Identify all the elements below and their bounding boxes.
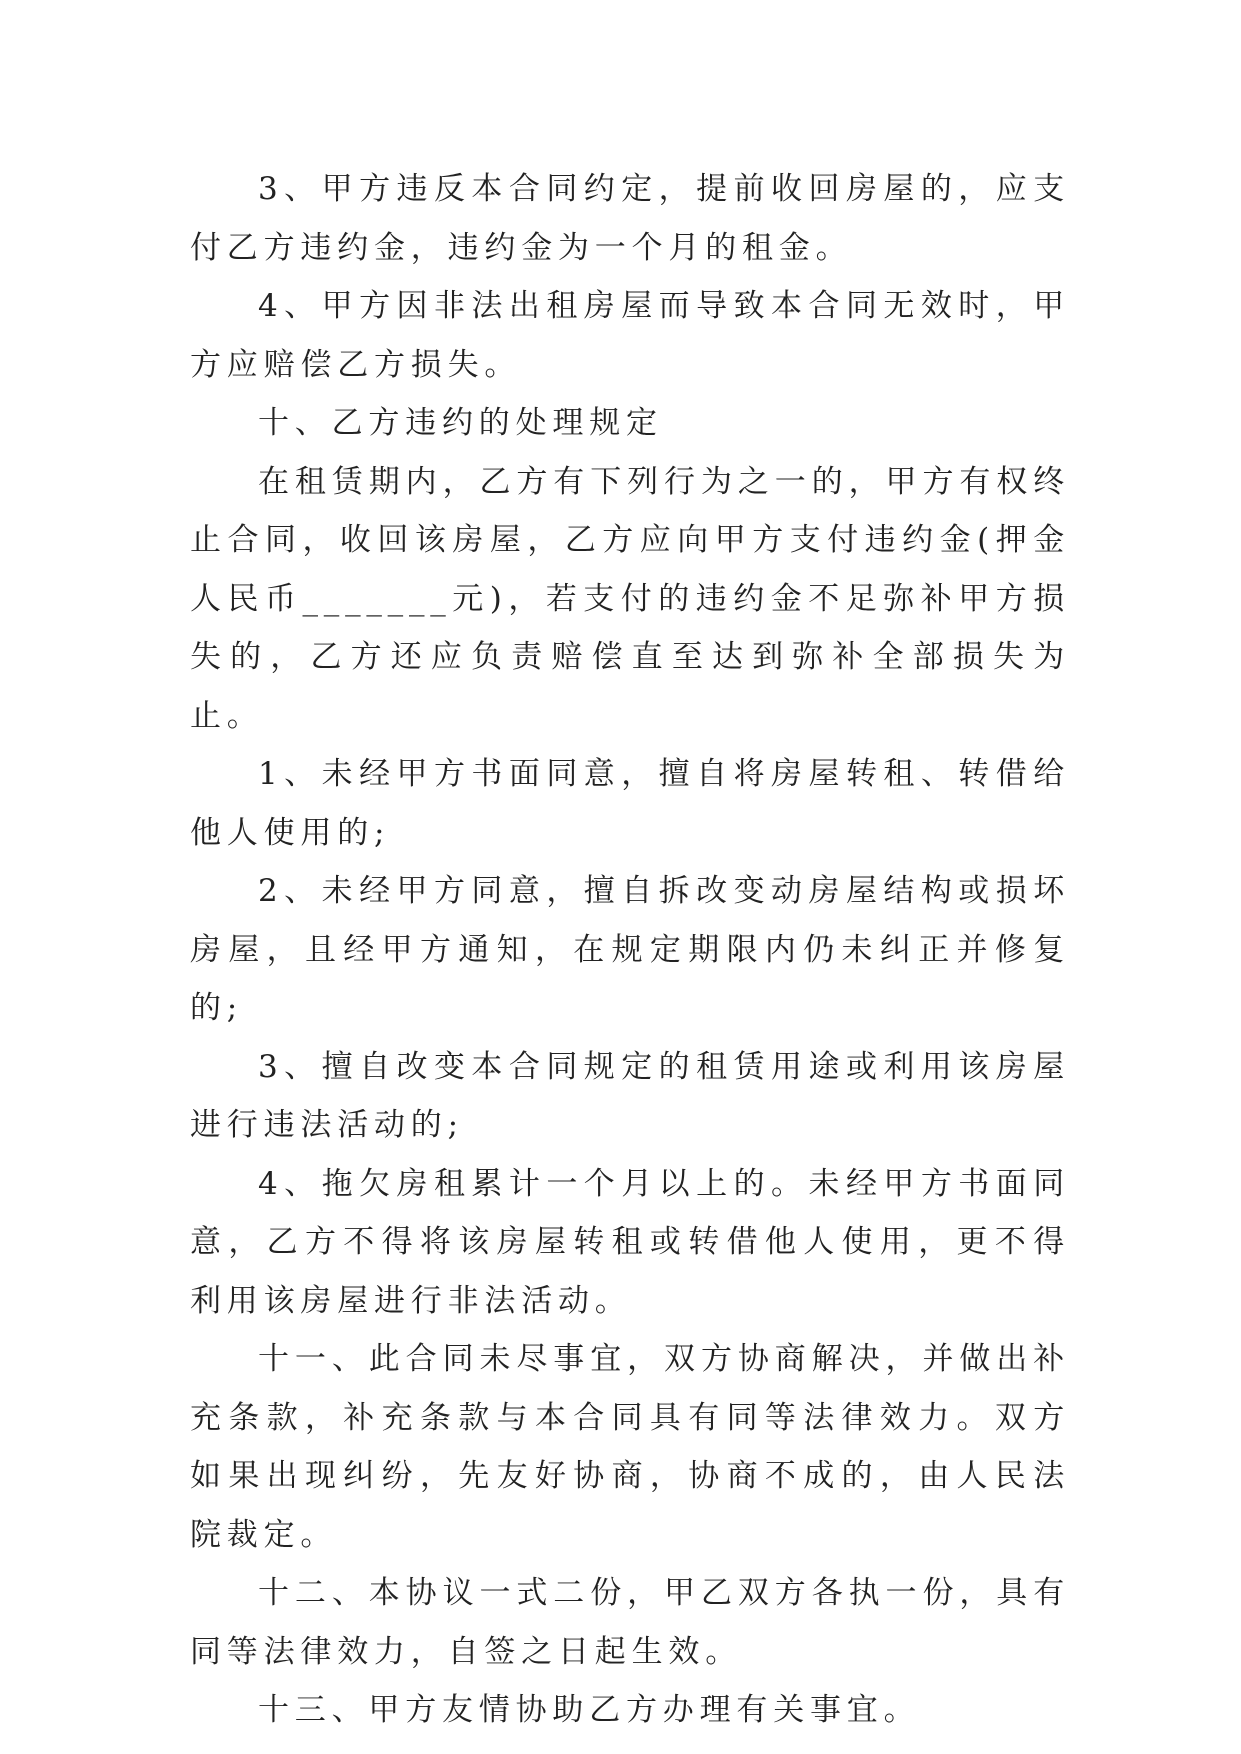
document-body: [190, 160, 1070, 1740]
paragraph-clause-9-4: 4、甲方因非法出租房屋而导致本合同无效时，甲方应赔偿乙方损失。: [190, 288, 1070, 383]
paragraph-clause-10-2: 2、未经甲方同意，擅自拆改变动房屋结构或损坏房屋，且经甲方通知，在规定期限内仍未纠正并修复的;: [190, 873, 1070, 1026]
paragraph-clause-10-4: 4、拖欠房租累计一个月以上的。未经甲方书面同意，乙方不得将该房屋转租或转借他人使用，更不得利用该房屋进行非法活动。: [190, 1165, 1070, 1319]
paragraph-clause-10-3: 3、擅自改变本合同规定的租赁用途或利用该房屋进行违法活动的;: [190, 1048, 1070, 1143]
paragraph-clause-10-intro: 在租赁期内，乙方有下列行为之一的，甲方有权终止合同，收回该房屋，乙方应向甲方支付违约金(押金人民币_______元)，若支付的违约金不足弥补甲方损失的，乙方还应负责赔偿直至达到弥补全部损失为止。: [190, 463, 1070, 734]
paragraph-clause-12: 十二、本协议一式二份，甲乙双方各执一份，具有同等法律效力，自签之日起生效。: [190, 1575, 1070, 1670]
paragraph-clause-11: 十一、此合同未尽事宜，双方协商解决，并做出补充条款，补充条款与本合同具有同等法律效力。双方如果出现纠纷，先友好协商，协商不成的，由人民法院裁定。: [190, 1341, 1070, 1553]
paragraph-clause-10-1: 1、未经甲方书面同意，擅自将房屋转租、转借给他人使用的;: [190, 756, 1070, 851]
paragraph-clause-9-3: 3、甲方违反本合同约定，提前收回房屋的，应支付乙方违约金，违约金为一个月的租金。: [190, 171, 1070, 266]
paragraph-clause-13: 十三、甲方友情协助乙方办理有关事宜。: [258, 1692, 921, 1728]
section-heading-10: 十、乙方违约的处理规定: [258, 405, 663, 441]
